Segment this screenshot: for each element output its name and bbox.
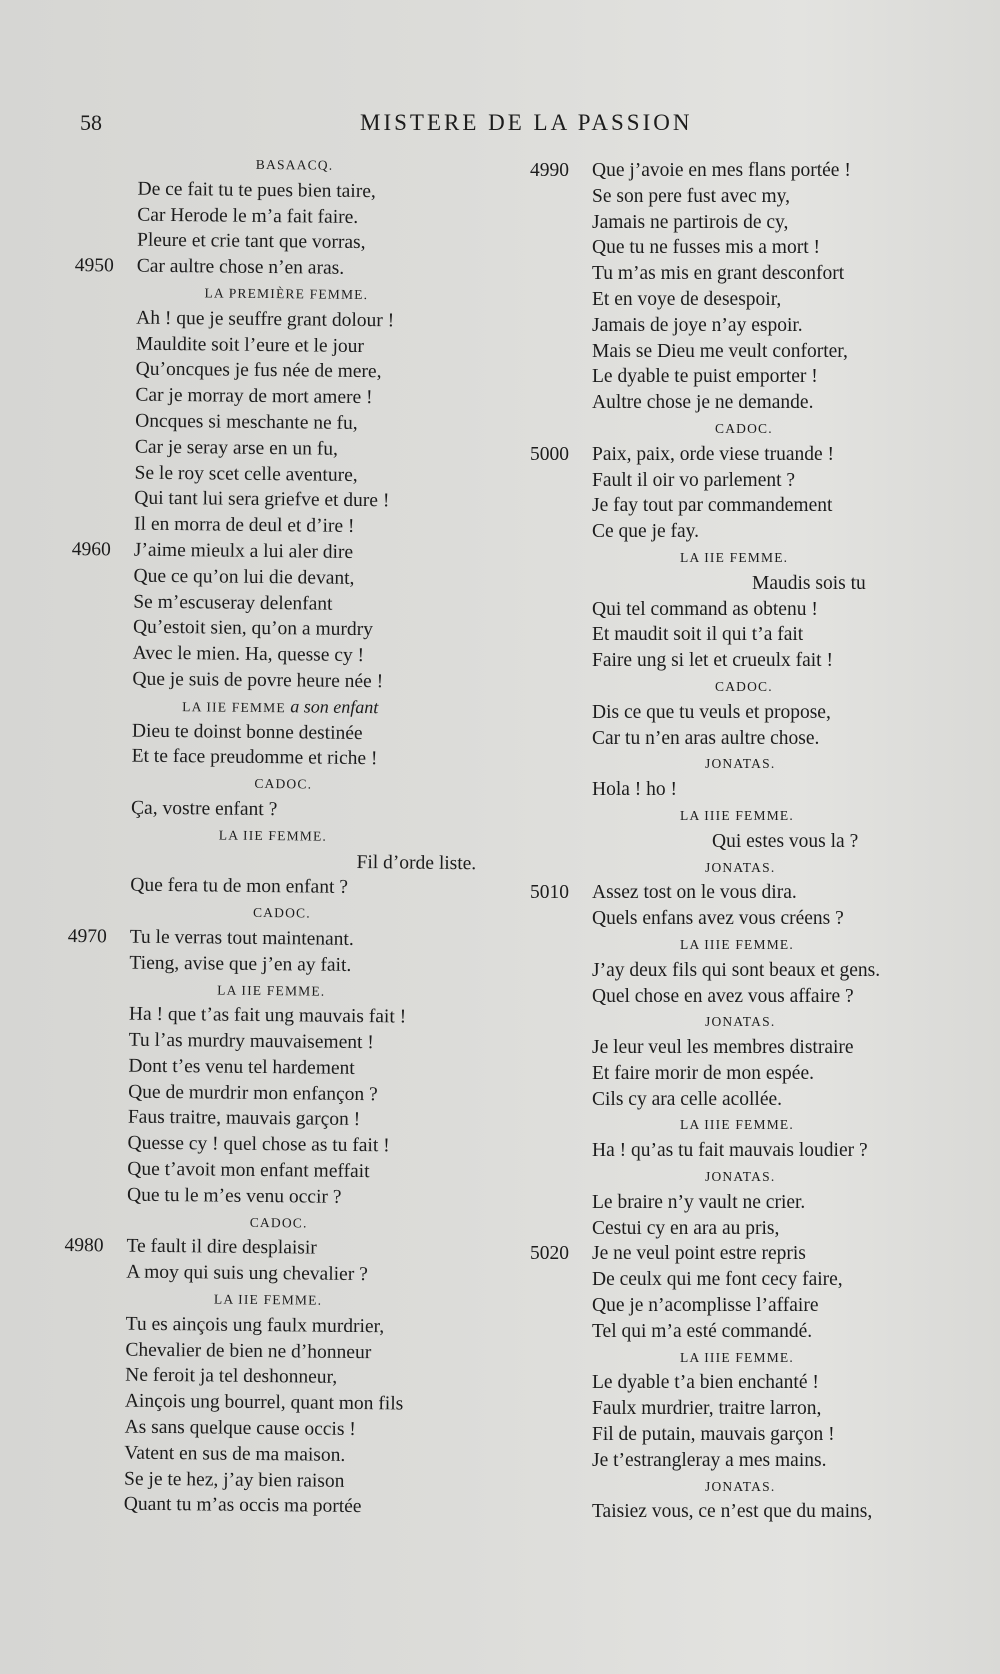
right-column [530, 158, 950, 1525]
line-number [74, 356, 134, 357]
verse-text: Et en voye de desespoir, [592, 288, 782, 310]
line-number [71, 640, 131, 641]
verse-text: Le dyable te puist emporter ! [592, 366, 818, 388]
verse-line [530, 829, 950, 855]
line-number [71, 614, 131, 615]
line-number [75, 227, 135, 228]
verse-text: Dont t’es venu tel hardement [128, 1055, 355, 1079]
page-header [80, 110, 940, 150]
line-number [63, 1388, 123, 1389]
verse-text: Maudis sois tu [752, 572, 866, 594]
verse-text: Dis ce que tu veuls et propose, [592, 701, 831, 723]
speaker-name: CADOC. [249, 1214, 308, 1231]
line-number [72, 511, 132, 512]
verse-text: De ceulx qui me font cecy faire, [592, 1269, 843, 1291]
verse-text: Ha ! que t’as fait ung mauvais fait ! [128, 1003, 407, 1028]
verse-text: Faus traitre, mauvais garçon ! [127, 1107, 361, 1131]
verse-text: Car Herode le m’a fait faire. [137, 204, 359, 228]
verse-text: Jamais ne partirois de cy, [592, 211, 789, 233]
verse-text: Te fault il dire desplaisir [126, 1236, 317, 1260]
verse-line [530, 648, 950, 674]
line-number: 5000 [530, 443, 569, 465]
verse-text: Ha ! qu’as tu fait mauvais loudier ? [592, 1140, 868, 1162]
speaker-name: LA IIE FEMME [182, 698, 286, 715]
verse-text: Se son pere fust avec my, [592, 185, 791, 207]
verse-text: Et faire morir de mon espée. [592, 1062, 814, 1084]
speaker-heading [530, 803, 950, 829]
speaker-heading [530, 1345, 950, 1371]
line-number [64, 1337, 124, 1338]
line-number [70, 743, 130, 744]
verse-line [530, 390, 950, 416]
verse-line [530, 958, 950, 984]
verse-text: Car tu n’en aras aultre chose. [592, 727, 820, 749]
verse-text: Je fay tout par commandement [592, 495, 833, 517]
line-number [65, 1182, 125, 1183]
line-number [73, 434, 133, 435]
verse-text: Paix, paix, orde viese truande ! [592, 443, 835, 465]
speaker-heading [530, 751, 950, 777]
speaker-heading [530, 1112, 950, 1138]
page-number: 58 [80, 110, 102, 135]
verse-line [75, 253, 475, 283]
verse-line [530, 880, 950, 906]
line-number [71, 666, 131, 667]
speaker-name: LA IIE FEMME. [218, 827, 328, 844]
verse-text: Que tu ne fusses mis a mort ! [592, 237, 821, 259]
line-number [62, 1466, 122, 1467]
verse-line [530, 1190, 950, 1216]
verse-text: Que je suis de povre heure née ! [132, 668, 384, 693]
verse-text: Mauldite soit l’eure et le jour [135, 333, 365, 357]
verse-text: Avec le mien. Ha, quesse cy ! [132, 642, 365, 667]
line-number [72, 563, 132, 564]
verse-line [530, 313, 950, 339]
verse-text: Fil de putain, mauvais garçon ! [592, 1424, 835, 1446]
speaker-name: JONATAS. [705, 859, 776, 875]
speaker-name: LA IIE FEMME. [217, 982, 326, 999]
verse-line [530, 287, 950, 313]
verse-line [530, 1216, 950, 1242]
line-number [71, 589, 131, 590]
speaker-name: CADOC. [252, 905, 311, 921]
line-number [74, 305, 134, 306]
line-number [63, 1362, 123, 1363]
speaker-heading [530, 932, 950, 958]
verse-text: Tu le verras tout maintenant. [129, 926, 354, 950]
verse-text: Fil d’orde liste. [356, 851, 477, 874]
verse-text: Qui estes vous la ? [712, 830, 859, 852]
verse-line [530, 1422, 950, 1448]
verse-line [530, 1061, 950, 1087]
verse-text: Qui tant lui sera griefve et dure ! [134, 487, 390, 512]
line-number [73, 460, 133, 461]
verse-line [67, 950, 467, 980]
line-number [66, 1079, 126, 1080]
verse-text: Fault il oir vo parlement ? [592, 469, 796, 491]
verse-text: J’ay deux fils qui sont beaux et gens. [592, 959, 881, 981]
verse-text: Que ce qu’on lui die devant, [133, 565, 355, 589]
line-number: 4960 [71, 538, 111, 561]
verse-text: Le braire n’y vault ne crier. [592, 1191, 806, 1213]
line-number [76, 176, 136, 177]
verse-text: Car je seray arse en un fu, [134, 436, 339, 460]
line-number [69, 795, 129, 796]
verse-line [530, 1319, 950, 1345]
verse-text: Faulx murdrier, traitre larron, [592, 1398, 822, 1420]
verse-line [530, 158, 950, 184]
verse-line [530, 726, 950, 752]
verse-text: Vatent en sus de ma maison. [124, 1442, 346, 1466]
verse-line [530, 184, 950, 210]
verse-line [70, 666, 470, 696]
speaker-name: CADOC. [715, 678, 773, 694]
verse-text: Que t’avoit mon enfant meffait [127, 1158, 370, 1183]
line-number [67, 1027, 127, 1028]
verse-text: Cestui cy en ara au pris, [592, 1217, 780, 1239]
line-number: 4950 [74, 255, 114, 277]
verse-line [65, 1182, 465, 1212]
line-number [64, 1259, 124, 1260]
line-number [62, 1440, 122, 1441]
verse-line [530, 622, 950, 648]
line-number [70, 718, 130, 719]
verse-text: Assez tost on le vous dira. [592, 882, 797, 904]
line-number [64, 1311, 124, 1312]
verse-text: Quant tu m’as occis ma portée [123, 1494, 362, 1518]
verse-text: Quel chose en avez vous affaire ? [592, 985, 854, 1007]
line-number [65, 1156, 125, 1157]
verse-text: Tu l’as murdry mauvaisement ! [128, 1029, 374, 1054]
verse-line [530, 1267, 950, 1293]
verse-text: Quels enfans avez vous créens ? [592, 908, 844, 930]
line-number: 4990 [530, 160, 569, 181]
verse-text: Tieng, avise que j’en ay fait. [129, 952, 352, 976]
verse-text: Aultre chose je ne demande. [592, 392, 814, 414]
speaker-heading [530, 545, 950, 571]
speaker-name: LA IIIE FEMME. [680, 807, 794, 823]
verse-line [68, 872, 468, 902]
line-number [74, 331, 134, 332]
line-number [66, 1130, 126, 1131]
verse-line [530, 1499, 950, 1525]
verse-text: Je ne veul point estre repris [592, 1243, 806, 1265]
verse-text: Que de murdrir mon enfançon ? [128, 1081, 378, 1105]
verse-text: Qu’oncques je fus née de mere, [135, 359, 382, 383]
speaker-heading [530, 1164, 950, 1190]
verse-line [530, 1087, 950, 1113]
line-number: 5020 [530, 1243, 569, 1265]
speaker-heading [530, 416, 950, 442]
speaker-heading [530, 1009, 950, 1035]
verse-line [530, 1035, 950, 1061]
verse-text: Il en morra de deul et d’ire ! [133, 513, 355, 538]
verse-line [530, 700, 950, 726]
speaker-name: LA IIIE FEMME. [680, 936, 794, 952]
verse-line [70, 743, 470, 773]
verse-text: Tel qui m’a esté commandé. [592, 1320, 813, 1342]
verse-line [64, 1259, 464, 1289]
verse-line [530, 442, 950, 468]
verse-text: Tu es ainçois ung faulx murdrier, [125, 1313, 385, 1338]
verse-text: Se m’escuseray delenfant [133, 591, 333, 615]
verse-line [530, 339, 950, 365]
left-column [62, 150, 476, 1521]
verse-line [530, 261, 950, 287]
speaker-name: CADOC. [254, 776, 313, 792]
verse-text: Ce que je fay. [592, 521, 700, 543]
verse-text: Que je n’acomplisse l’affaire [592, 1295, 819, 1317]
verse-text: Cils cy ara celle acollée. [592, 1088, 783, 1110]
verse-line [530, 906, 950, 932]
line-number [73, 408, 133, 409]
speaker-name: LA PREMIÈRE FEMME. [204, 285, 369, 303]
speaker-heading [530, 1474, 950, 1500]
verse-text: Se je te hez, j’ay bien raison [123, 1468, 345, 1492]
verse-text: Quesse cy ! quel chose as tu fait ! [127, 1132, 390, 1157]
verse-line [62, 1491, 462, 1521]
verse-text: As sans quelque cause occis ! [124, 1416, 356, 1441]
line-number [68, 872, 128, 873]
verse-line [530, 1396, 950, 1422]
line-number: 4970 [67, 925, 107, 948]
line-number [67, 1001, 127, 1002]
verse-line [530, 1241, 950, 1267]
verse-text: Que j’avoie en mes flans portée ! [592, 160, 851, 181]
speaker-name: LA IIE FEMME. [213, 1291, 323, 1308]
verse-text: Et maudit soit il qui t’a fait [592, 624, 804, 646]
line-number: 5010 [530, 882, 569, 904]
verse-text: Je t’estrangleray a mes mains. [592, 1449, 827, 1471]
verse-text: Jamais de joye n’ay espoir. [592, 314, 803, 336]
speaker-name: LA IIIE FEMME. [680, 1349, 794, 1365]
line-number [63, 1414, 123, 1415]
verse-line [530, 210, 950, 236]
verse-text: Qu’estoit sien, qu’on a murdry [132, 616, 374, 641]
verse-line [530, 777, 950, 803]
running-title: MISTERE DE LA PASSION [360, 110, 693, 135]
verse-text: Pleure et crie tant que vorras, [136, 230, 366, 254]
verse-text: J’aime mieulx a lui aler dire [133, 539, 354, 563]
verse-text: De ce fait tu te pues bien taire, [137, 178, 376, 202]
line-number [68, 950, 128, 951]
verse-text: Chevalier de bien ne d’honneur [125, 1339, 372, 1363]
verse-text: Ainçois ung bourrel, quant mon fils [124, 1390, 404, 1415]
verse-text: Mais se Dieu me veult conforter, [592, 340, 848, 362]
verse-line [530, 519, 950, 545]
verse-text: Dieu te doinst bonne destinée [131, 720, 363, 744]
line-number [67, 1053, 127, 1054]
verse-text: Se le roy scet celle aventure, [134, 462, 358, 486]
verse-line [530, 984, 950, 1010]
speaker-name: CADOC. [715, 420, 773, 436]
verse-text: Hola ! ho ! [592, 779, 678, 801]
verse-text: A moy qui suis ung chevalier ? [126, 1261, 368, 1286]
verse-text: Ça, vostre enfant ? [131, 797, 278, 821]
verse-text: Je leur veul les membres distraire [592, 1037, 854, 1059]
verse-text: Car je morray de mort amere ! [135, 384, 373, 409]
verse-text: Tu m’as mis en grant desconfort [592, 263, 845, 285]
line-number: 4980 [64, 1235, 104, 1257]
line-number [66, 1104, 126, 1105]
verse-text: Qui tel command as obtenu ! [592, 598, 818, 620]
speaker-name: LA IIIE FEMME. [680, 1117, 794, 1133]
verse-line [530, 571, 950, 597]
verse-text: Que fera tu de mon enfant ? [130, 874, 349, 899]
verse-text: Le dyable t’a bien enchanté ! [592, 1372, 819, 1394]
verse-line [530, 1370, 950, 1396]
verse-line [530, 235, 950, 261]
verse-text: Taisiez vous, ce n’est que du mains, [592, 1501, 873, 1523]
verse-text: Car aultre chose n’en aras. [136, 255, 345, 280]
line-number [62, 1491, 122, 1492]
verse-text: Et te face preudomme et riche ! [131, 745, 378, 770]
verse-line [530, 1293, 950, 1319]
stage-direction: a son enfant [285, 695, 379, 717]
speaker-name: JONATAS. [705, 756, 776, 772]
speaker-name: BASAACQ. [255, 156, 334, 173]
verse-line [69, 795, 469, 825]
line-number [69, 846, 129, 847]
verse-line [530, 493, 950, 519]
line-number [75, 202, 135, 203]
verse-line [530, 1138, 950, 1164]
verse-text: Que tu le m’es venu occir ? [126, 1184, 342, 1208]
verse-line [530, 1448, 950, 1474]
verse-text: Oncques si meschante ne fu, [135, 410, 358, 434]
verse-text: Ne feroit ja tel deshonneur, [125, 1365, 338, 1389]
verse-line [530, 597, 950, 623]
verse-line [530, 468, 950, 494]
line-number [72, 485, 132, 486]
speaker-name: JONATAS. [705, 1478, 776, 1494]
speaker-name: JONATAS. [705, 1169, 776, 1185]
verse-text: Ah ! que je seuffre grant dolour ! [136, 307, 395, 332]
speaker-heading [530, 674, 950, 700]
speaker-name: LA IIE FEMME. [680, 549, 789, 565]
line-number [74, 382, 134, 383]
speaker-name: JONATAS. [705, 1014, 776, 1030]
verse-line [530, 364, 950, 390]
speaker-heading [530, 855, 950, 881]
verse-text: Faire ung si let et crueulx fait ! [592, 650, 833, 672]
